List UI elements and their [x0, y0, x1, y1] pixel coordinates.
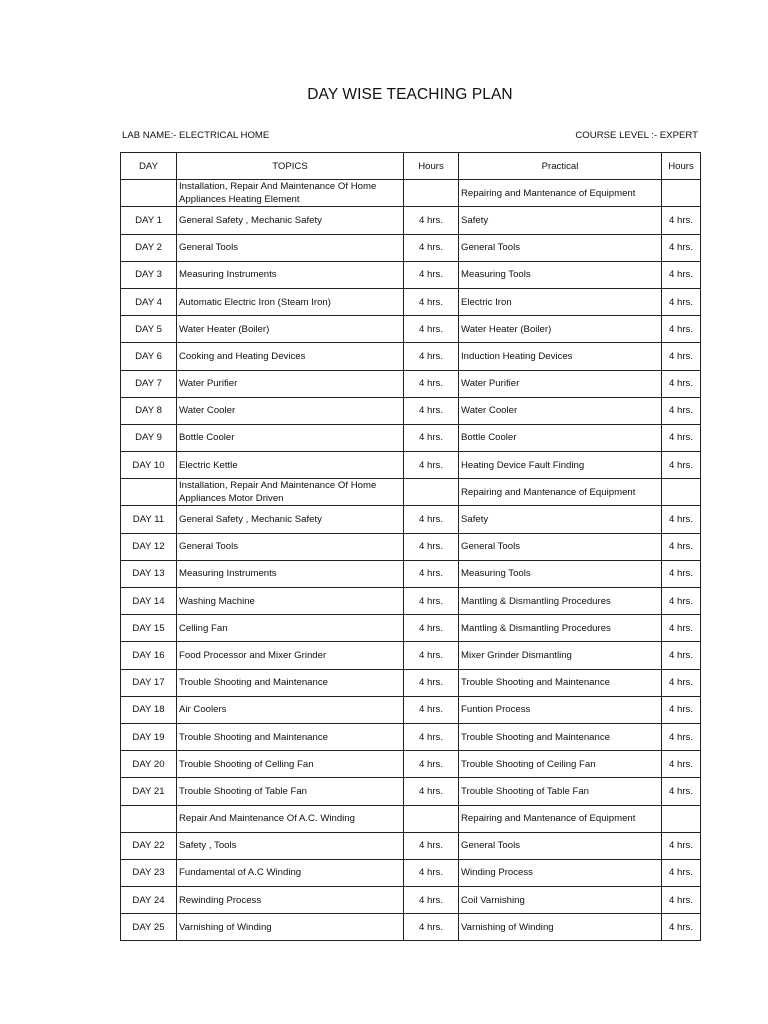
day-cell: DAY 4: [121, 288, 177, 315]
hours-cell: [404, 479, 459, 506]
practical-cell: Mantling & Dismantling Procedures: [459, 588, 662, 615]
practical-hours-cell: 4 hrs.: [662, 588, 701, 615]
day-cell: DAY 8: [121, 397, 177, 424]
hours-cell: [404, 805, 459, 832]
day-cell: DAY 5: [121, 316, 177, 343]
hours-cell: [404, 180, 459, 207]
practical-hours-cell: 4 hrs.: [662, 397, 701, 424]
teaching-plan-table: [120, 152, 701, 941]
practical-cell: Water Cooler: [459, 397, 662, 424]
practical-cell: Trouble Shooting and Maintenance: [459, 723, 662, 750]
practical-cell: Induction Heating Devices: [459, 343, 662, 370]
day-cell: DAY 1: [121, 207, 177, 234]
day-cell: DAY 24: [121, 887, 177, 914]
practical-cell: Mixer Grinder Dismantling: [459, 642, 662, 669]
topic-cell: Measuring Instruments: [177, 261, 404, 288]
practical-hours-cell: [662, 805, 701, 832]
practical-hours-cell: 4 hrs.: [662, 370, 701, 397]
practical-cell: Safety: [459, 207, 662, 234]
table-row: [121, 180, 701, 207]
table-row: [121, 588, 701, 615]
practical-cell: Repairing and Mantenance of Equipment: [459, 805, 662, 832]
hours-cell: 4 hrs.: [404, 261, 459, 288]
table-row: [121, 615, 701, 642]
topic-cell: Trouble Shooting and Maintenance: [177, 723, 404, 750]
practical-cell: Trouble Shooting of Ceiling Fan: [459, 751, 662, 778]
practical-cell: Bottle Cooler: [459, 424, 662, 451]
topic-cell: Washing Machine: [177, 588, 404, 615]
table-row: [121, 696, 701, 723]
practical-cell: Heating Device Fault Finding: [459, 452, 662, 479]
practical-cell: Repairing and Mantenance of Equipment: [459, 479, 662, 506]
table-row: [121, 669, 701, 696]
hours-cell: 4 hrs.: [404, 887, 459, 914]
table-row: [121, 316, 701, 343]
topic-cell: Trouble Shooting of Celling Fan: [177, 751, 404, 778]
practical-hours-cell: 4 hrs.: [662, 506, 701, 533]
practical-hours-cell: 4 hrs.: [662, 696, 701, 723]
table-body: [121, 180, 701, 941]
header-practical: Practical: [459, 153, 662, 180]
table-row: [121, 370, 701, 397]
hours-cell: 4 hrs.: [404, 696, 459, 723]
practical-hours-cell: 4 hrs.: [662, 207, 701, 234]
practical-cell: Trouble Shooting of Table Fan: [459, 778, 662, 805]
course-level: COURSE LEVEL :- EXPERT: [575, 130, 698, 141]
table-row: [121, 778, 701, 805]
table-header-row: [121, 153, 701, 180]
hours-cell: 4 hrs.: [404, 452, 459, 479]
topic-cell: Water Heater (Boiler): [177, 316, 404, 343]
table-row: [121, 288, 701, 315]
hours-cell: 4 hrs.: [404, 642, 459, 669]
lab-name: LAB NAME:- ELECTRICAL HOME: [122, 130, 270, 141]
topic-cell: Trouble Shooting and Maintenance: [177, 669, 404, 696]
practical-hours-cell: 4 hrs.: [662, 261, 701, 288]
practical-cell: Coil Varnishing: [459, 887, 662, 914]
practical-hours-cell: 4 hrs.: [662, 859, 701, 886]
practical-hours-cell: 4 hrs.: [662, 452, 701, 479]
topic-cell: Safety , Tools: [177, 832, 404, 859]
table-row: [121, 452, 701, 479]
topic-cell: Water Purifier: [177, 370, 404, 397]
practical-cell: Water Heater (Boiler): [459, 316, 662, 343]
topic-cell: Repair And Maintenance Of A.C. Winding: [177, 805, 404, 832]
day-cell: DAY 2: [121, 234, 177, 261]
day-cell: DAY 21: [121, 778, 177, 805]
header-practical-hours: Hours: [662, 153, 701, 180]
practical-hours-cell: 4 hrs.: [662, 615, 701, 642]
practical-hours-cell: 4 hrs.: [662, 288, 701, 315]
table-row: [121, 207, 701, 234]
day-cell: DAY 13: [121, 560, 177, 587]
hours-cell: 4 hrs.: [404, 669, 459, 696]
hours-cell: 4 hrs.: [404, 343, 459, 370]
day-cell: DAY 3: [121, 261, 177, 288]
hours-cell: 4 hrs.: [404, 397, 459, 424]
practical-hours-cell: 4 hrs.: [662, 424, 701, 451]
day-cell: DAY 7: [121, 370, 177, 397]
practical-cell: Repairing and Mantenance of Equipment: [459, 180, 662, 207]
table-row: [121, 397, 701, 424]
day-cell: DAY 19: [121, 723, 177, 750]
topic-cell: Varnishing of Winding: [177, 914, 404, 941]
table-row: [121, 751, 701, 778]
practical-cell: Water Purifier: [459, 370, 662, 397]
table-row: [121, 479, 701, 506]
topic-cell: Installation, Repair And Maintenance Of Home Appliances Heating Element: [177, 180, 404, 207]
day-cell: DAY 9: [121, 424, 177, 451]
hours-cell: 4 hrs.: [404, 723, 459, 750]
table-row: [121, 887, 701, 914]
table-row: [121, 533, 701, 560]
practical-cell: Winding Process: [459, 859, 662, 886]
page-title: DAY WISE TEACHING PLAN: [307, 86, 513, 103]
practical-cell: Trouble Shooting and Maintenance: [459, 669, 662, 696]
topic-cell: General Tools: [177, 533, 404, 560]
practical-cell: Measuring Tools: [459, 560, 662, 587]
table-row: [121, 914, 701, 941]
practical-hours-cell: 4 hrs.: [662, 887, 701, 914]
table-row: [121, 560, 701, 587]
hours-cell: 4 hrs.: [404, 751, 459, 778]
practical-hours-cell: 4 hrs.: [662, 642, 701, 669]
hours-cell: 4 hrs.: [404, 615, 459, 642]
table-row: [121, 234, 701, 261]
practical-hours-cell: [662, 180, 701, 207]
day-cell: DAY 14: [121, 588, 177, 615]
practical-cell: General Tools: [459, 234, 662, 261]
hours-cell: 4 hrs.: [404, 288, 459, 315]
topic-cell: Trouble Shooting of Table Fan: [177, 778, 404, 805]
practical-cell: Mantling & Dismantling Procedures: [459, 615, 662, 642]
topic-cell: Cooking and Heating Devices: [177, 343, 404, 370]
day-cell: DAY 23: [121, 859, 177, 886]
day-cell: DAY 10: [121, 452, 177, 479]
topic-cell: Rewinding Process: [177, 887, 404, 914]
practical-hours-cell: 4 hrs.: [662, 533, 701, 560]
practical-hours-cell: 4 hrs.: [662, 751, 701, 778]
topic-cell: General Safety , Mechanic Safety: [177, 506, 404, 533]
day-cell: DAY 18: [121, 696, 177, 723]
table-row: [121, 832, 701, 859]
day-cell: [121, 805, 177, 832]
day-cell: DAY 25: [121, 914, 177, 941]
topic-cell: Bottle Cooler: [177, 424, 404, 451]
practical-cell: Electric Iron: [459, 288, 662, 315]
practical-cell: General Tools: [459, 533, 662, 560]
topic-cell: Electric Kettle: [177, 452, 404, 479]
practical-cell: Varnishing of Winding: [459, 914, 662, 941]
day-cell: DAY 12: [121, 533, 177, 560]
table-row: [121, 805, 701, 832]
header-day: DAY: [121, 153, 177, 180]
topic-cell: Water Cooler: [177, 397, 404, 424]
hours-cell: 4 hrs.: [404, 560, 459, 587]
hours-cell: 4 hrs.: [404, 914, 459, 941]
topic-cell: Food Processor and Mixer Grinder: [177, 642, 404, 669]
hours-cell: 4 hrs.: [404, 588, 459, 615]
hours-cell: 4 hrs.: [404, 424, 459, 451]
hours-cell: 4 hrs.: [404, 370, 459, 397]
day-cell: [121, 180, 177, 207]
day-cell: DAY 22: [121, 832, 177, 859]
topic-cell: Celling Fan: [177, 615, 404, 642]
day-cell: [121, 479, 177, 506]
practical-hours-cell: 4 hrs.: [662, 560, 701, 587]
meta-row: [122, 130, 698, 144]
topic-cell: Air Coolers: [177, 696, 404, 723]
table-row: [121, 506, 701, 533]
topic-cell: Fundamental of A.C Winding: [177, 859, 404, 886]
practical-hours-cell: 4 hrs.: [662, 234, 701, 261]
practical-hours-cell: 4 hrs.: [662, 832, 701, 859]
table-row: [121, 343, 701, 370]
practical-hours-cell: 4 hrs.: [662, 778, 701, 805]
topic-cell: General Tools: [177, 234, 404, 261]
practical-hours-cell: 4 hrs.: [662, 669, 701, 696]
day-cell: DAY 17: [121, 669, 177, 696]
table-row: [121, 723, 701, 750]
day-cell: DAY 16: [121, 642, 177, 669]
hours-cell: 4 hrs.: [404, 859, 459, 886]
topic-cell: General Safety , Mechanic Safety: [177, 207, 404, 234]
header-hours: Hours: [404, 153, 459, 180]
day-cell: DAY 20: [121, 751, 177, 778]
hours-cell: 4 hrs.: [404, 207, 459, 234]
day-cell: DAY 15: [121, 615, 177, 642]
practical-hours-cell: 4 hrs.: [662, 914, 701, 941]
hours-cell: 4 hrs.: [404, 832, 459, 859]
day-cell: DAY 11: [121, 506, 177, 533]
table-row: [121, 642, 701, 669]
hours-cell: 4 hrs.: [404, 533, 459, 560]
hours-cell: 4 hrs.: [404, 778, 459, 805]
practical-cell: General Tools: [459, 832, 662, 859]
table-row: [121, 424, 701, 451]
hours-cell: 4 hrs.: [404, 506, 459, 533]
practical-cell: Measuring Tools: [459, 261, 662, 288]
day-cell: DAY 6: [121, 343, 177, 370]
table-row: [121, 261, 701, 288]
topic-cell: Measuring Instruments: [177, 560, 404, 587]
practical-hours-cell: 4 hrs.: [662, 723, 701, 750]
hours-cell: 4 hrs.: [404, 316, 459, 343]
practical-cell: Funtion Process: [459, 696, 662, 723]
topic-cell: Installation, Repair And Maintenance Of Home Appliances Motor Driven: [177, 479, 404, 506]
practical-hours-cell: [662, 479, 701, 506]
hours-cell: 4 hrs.: [404, 234, 459, 261]
practical-hours-cell: 4 hrs.: [662, 343, 701, 370]
practical-hours-cell: 4 hrs.: [662, 316, 701, 343]
table-row: [121, 859, 701, 886]
practical-cell: Safety: [459, 506, 662, 533]
header-topics: TOPICS: [177, 153, 404, 180]
topic-cell: Automatic Electric Iron (Steam Iron): [177, 288, 404, 315]
